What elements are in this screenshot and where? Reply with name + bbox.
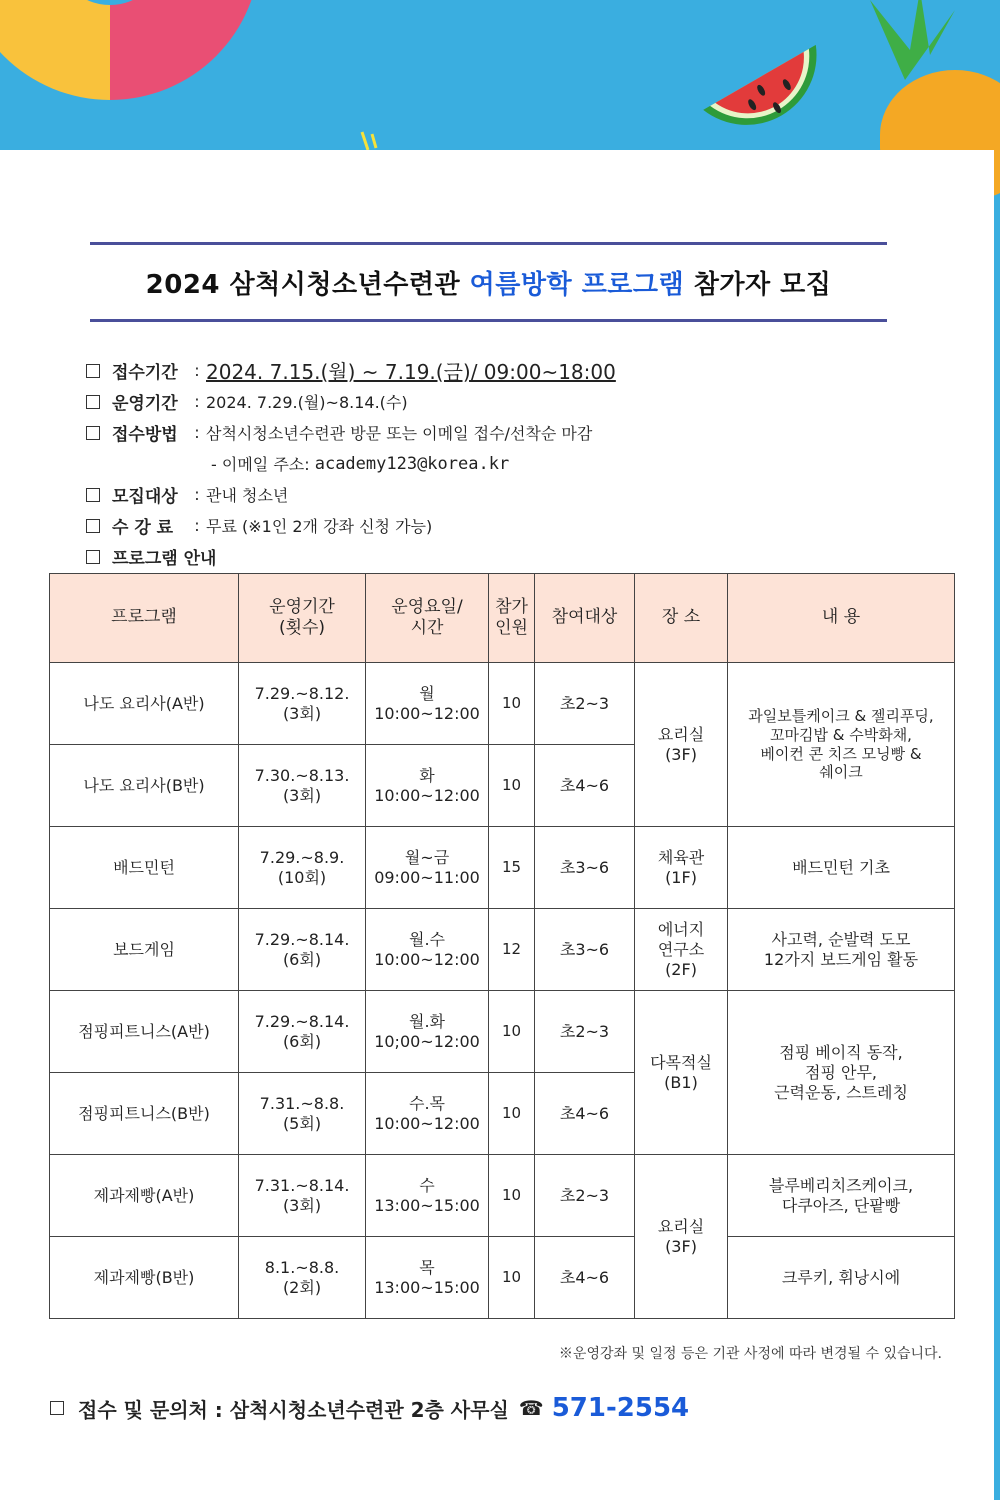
info-fee: [86, 510, 946, 541]
cell-time: 월 10:00~12:00: [366, 663, 489, 745]
table-row: [50, 663, 955, 745]
header-time: 운영요일/ 시간: [366, 574, 489, 663]
schedule-change-note: ※운영강좌 및 일정 등은 기관 사정에 따라 변경될 수 있습니다.: [558, 1346, 942, 1362]
cell-program: 나도 요리사(B반): [50, 745, 239, 827]
header-program: 프로그램: [50, 574, 239, 663]
table-row: [50, 1155, 955, 1237]
cell-program: 보드게임: [50, 909, 239, 991]
table-header-row: [50, 574, 955, 663]
info-label: 운영기간: [112, 394, 178, 414]
table-row: [50, 1237, 955, 1319]
info-operation-period: [86, 386, 946, 417]
cell-place: 요리실 (3F): [635, 663, 728, 827]
colon: :: [194, 485, 200, 504]
contact-label: 접수 및 문의처 : 삼척시청소년수련관 2층 사무실: [78, 1397, 509, 1422]
cell-time: 화 10:00~12:00: [366, 745, 489, 827]
cell-content: 블루베리치즈케이크, 다쿠아즈, 단팥빵: [728, 1155, 955, 1237]
cell-target: 초3~6: [535, 827, 635, 909]
cell-target: 초3~6: [535, 909, 635, 991]
cell-place: 요리실 (3F): [635, 1155, 728, 1319]
cell-count: 10: [489, 663, 535, 745]
colon: :: [194, 423, 200, 442]
table-row: [50, 827, 955, 909]
header-period: 운영기간 (횟수): [239, 574, 366, 663]
sparkle-decoration: [360, 130, 380, 152]
cell-content: 크루키, 휘낭시에: [728, 1237, 955, 1319]
info-reception-method: [86, 417, 946, 448]
info-value: 2024. 7.29.(월)~8.14.(수): [206, 393, 408, 412]
cell-program: 배드민턴: [50, 827, 239, 909]
cell-time: 수 13:00~15:00: [366, 1155, 489, 1237]
cell-content: 배드민턴 기초: [728, 827, 955, 909]
cell-program: 점핑피트니스(A반): [50, 991, 239, 1073]
pineapple-leaves-decoration: [850, 0, 960, 80]
cell-time: 월.수 10:00~12:00: [366, 909, 489, 991]
cell-count: 10: [489, 745, 535, 827]
table-row: [50, 991, 955, 1073]
cell-period: 7.29.~8.14. (6회): [239, 991, 366, 1073]
header-count: 참가 인원: [489, 574, 535, 663]
title-banner: [90, 242, 887, 322]
info-program-guide: [86, 541, 946, 572]
cell-place: 에너지 연구소 (2F): [635, 909, 728, 991]
page-title: [146, 264, 832, 301]
email-address: academy123@korea.kr: [314, 453, 510, 474]
header-target: 참여대상: [535, 574, 635, 663]
square-bullet-icon: [86, 488, 100, 502]
square-bullet-icon: [86, 519, 100, 533]
info-label: 수 강 료: [112, 518, 174, 538]
contact-phone: 571-2554: [551, 1393, 690, 1423]
telephone-icon: ☎: [518, 1396, 544, 1420]
cell-target: 초4~6: [535, 1073, 635, 1155]
info-value: 삼척시청소년수련관 방문 또는 이메일 접수/선착순 마감: [206, 424, 593, 443]
cell-program: 점핑피트니스(B반): [50, 1073, 239, 1155]
cell-period: 7.29.~8.9. (10회): [239, 827, 366, 909]
cell-program: 제과제빵(A반): [50, 1155, 239, 1237]
square-bullet-icon: [50, 1401, 64, 1415]
info-label: 접수기간: [112, 363, 178, 383]
cell-count: 10: [489, 1155, 535, 1237]
info-reception-period: [86, 355, 946, 386]
colon: :: [194, 361, 200, 380]
cell-target: 초4~6: [535, 1237, 635, 1319]
header-content: 내 용: [728, 574, 955, 663]
info-label: 모집대상: [112, 487, 178, 507]
cell-target: 초2~3: [535, 1155, 635, 1237]
notice-sheet: [0, 150, 994, 1500]
square-bullet-icon: [86, 395, 100, 409]
cell-target: 초4~6: [535, 745, 635, 827]
cell-time: 목 13:00~15:00: [366, 1237, 489, 1319]
info-email: [86, 448, 946, 479]
cell-period: 7.29.~8.12. (3회): [239, 663, 366, 745]
cell-program: 나도 요리사(A반): [50, 663, 239, 745]
table-row: [50, 909, 955, 991]
cell-period: 7.31.~8.8. (5회): [239, 1073, 366, 1155]
cell-count: 15: [489, 827, 535, 909]
cell-content: 사고력, 순발력 도모 12가지 보드게임 활동: [728, 909, 955, 991]
cell-target: 초2~3: [535, 663, 635, 745]
cell-period: 7.30.~8.13. (3회): [239, 745, 366, 827]
cell-time: 월.화 10;00~12:00: [366, 991, 489, 1073]
info-label: 프로그램 안내: [112, 549, 217, 569]
square-bullet-icon: [86, 426, 100, 440]
info-value: 2024. 7.15.(월) ~ 7.19.(금)/ 09:00~18:00: [206, 360, 616, 384]
info-list: [86, 355, 946, 572]
swim-ring-decoration: [0, 0, 260, 100]
cell-place: 체육관 (1F): [635, 827, 728, 909]
info-value: 관내 청소년: [206, 486, 289, 505]
header-place: 장 소: [635, 574, 728, 663]
cell-count: 10: [489, 991, 535, 1073]
colon: :: [194, 392, 200, 411]
title-prefix: 2024 삼척시청소년수련관: [145, 269, 461, 300]
contact-info: [50, 1393, 689, 1423]
program-table: [49, 573, 955, 1319]
cell-count: 10: [489, 1237, 535, 1319]
square-bullet-icon: [86, 364, 100, 378]
title-suffix: 참가자 모집: [693, 269, 832, 300]
cell-content: 과일보틀케이크 & 젤리푸딩, 꼬마김밥 & 수박화채, 베이컨 콘 치즈 모닝빵 & 쉐이크: [728, 663, 955, 827]
cell-period: 7.29.~8.14. (6회): [239, 909, 366, 991]
info-target: [86, 479, 946, 510]
cell-count: 10: [489, 1073, 535, 1155]
colon: :: [194, 516, 200, 535]
cell-time: 월~금 09:00~11:00: [366, 827, 489, 909]
cell-content: 점핑 베이직 동작, 점핑 안무, 근력운동, 스트레칭: [728, 991, 955, 1155]
square-bullet-icon: [86, 550, 100, 564]
cell-period: 7.31.~8.14. (3회): [239, 1155, 366, 1237]
title-highlight: 여름방학 프로그램: [469, 269, 685, 300]
info-value: 무료 (※1인 2개 강좌 신청 가능): [206, 517, 433, 536]
cell-target: 초2~3: [535, 991, 635, 1073]
cell-time: 수.목 10:00~12:00: [366, 1073, 489, 1155]
cell-period: 8.1.~8.8. (2회): [239, 1237, 366, 1319]
info-label: 접수방법: [112, 425, 178, 445]
cell-count: 12: [489, 909, 535, 991]
email-prefix: - 이메일 주소:: [211, 455, 310, 474]
cell-program: 제과제빵(B반): [50, 1237, 239, 1319]
cell-place: 다목적실 (B1): [635, 991, 728, 1155]
